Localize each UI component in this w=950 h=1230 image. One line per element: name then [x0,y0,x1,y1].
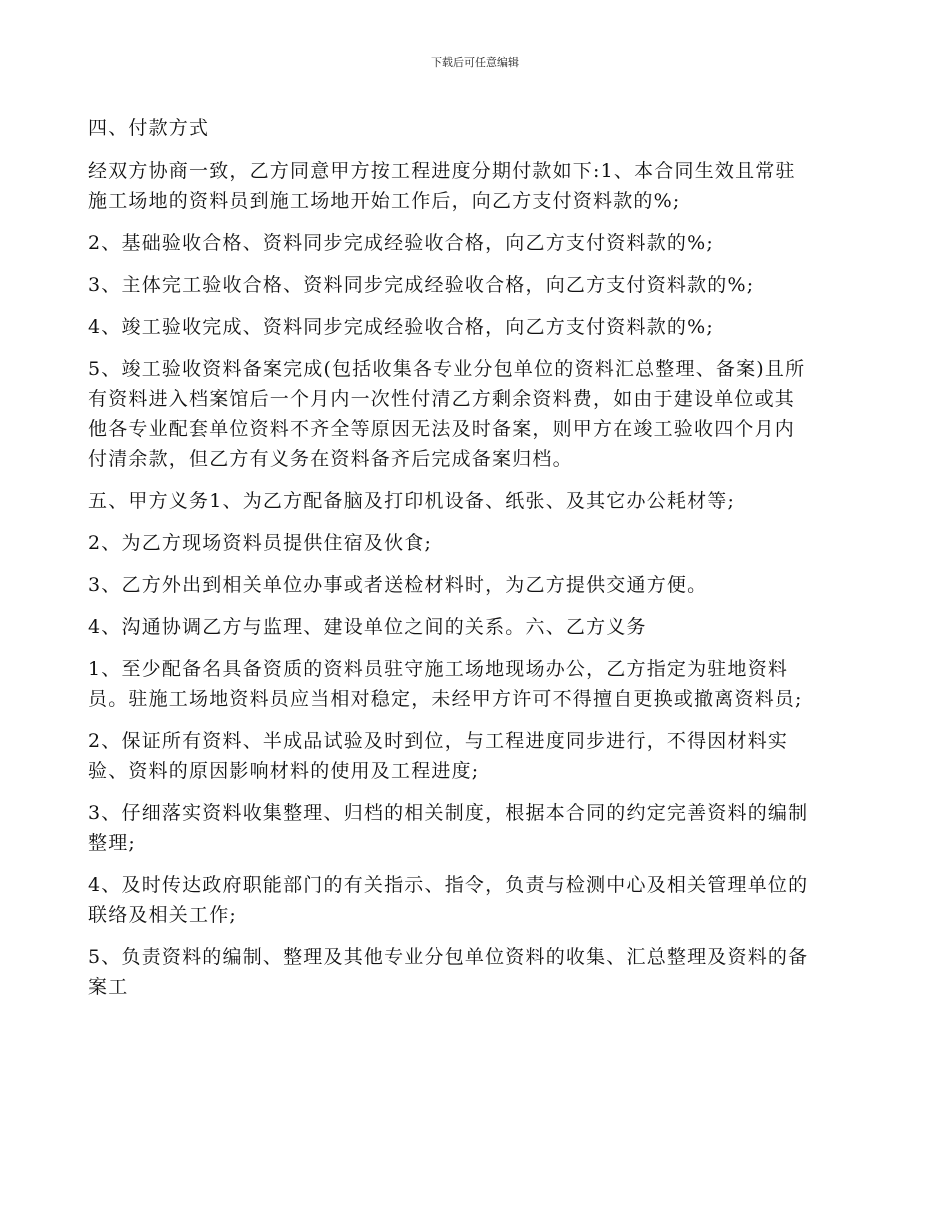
paragraph: 1、至少配备名具备资质的资料员驻守施工场地现场办公，乙方指定为驻地资料 员。驻施工场地资料员应当相对稳定，未经甲方许可不得擅自更换或撤离资料员; [88,658,803,710]
page-header: 下载后可任意编辑 [431,56,519,69]
document-body [88,113,863,1014]
paragraph: 4、竣工验收完成、资料同步完成经验收合格，向乙方支付资料款的%; [88,316,714,338]
paragraph: 3、乙方外出到相关单位办事或者送检材料时，为乙方提供交通方便。 [88,574,708,596]
paragraph: 3、仔细落实资料收集整理、归档的相关制度，根据本合同的约定完善资料的编制 整理; [88,802,809,854]
paragraph: 2、为乙方现场资料员提供住宿及伙食; [88,532,433,554]
paragraph: 2、基础验收合格、资料同步完成经验收合格，向乙方支付资料款的%; [88,232,714,254]
paragraph: 2、保证所有资料、半成品试验及时到位，与工程进度同步进行，不得因材料实 验、资料的原因影响材料的使用及工程进度; [88,730,789,782]
paragraph: 5、负责资料的编制、整理及其他专业分包单位资料的收集、汇总整理及资料的备 案工 [88,946,809,998]
paragraph: 3、主体完工验收合格、资料同步完成经验收合格，向乙方支付资料款的%; [88,274,755,296]
paragraph: 经双方协商一致，乙方同意甲方按工程进度分期付款如下:1、本合同生效且常驻 施工场地的资料员到施工场地开始工作后，向乙方支付资料款的%; [88,160,796,212]
paragraph: 4、沟通协调乙方与监理、建设单位之间的关系。六、乙方义务 [88,616,647,638]
section-heading-payment: 四、付款方式 [88,117,210,139]
paragraph: 4、及时传达政府职能部门的有关指示、指令，负责与检测中心及相关管理单位的 联络及相关工作; [88,874,809,926]
paragraph: 5、竣工验收资料备案完成(包括收集各专业分包单位的资料汇总整理、备案)且所 有资料进入档案馆后一个月内一次性付清乙方剩余资料费，如由于建设单位或其 他各专业配套单位资料不齐全等原因无法及时备案，则甲方在竣工验收四个月内 付清余款，但乙方有义务在资料备齐后完成备案归档。 [88,358,806,470]
paragraph: 五、甲方义务1、为乙方配备脑及打印机设备、纸张、及其它办公耗材等; [88,490,736,512]
